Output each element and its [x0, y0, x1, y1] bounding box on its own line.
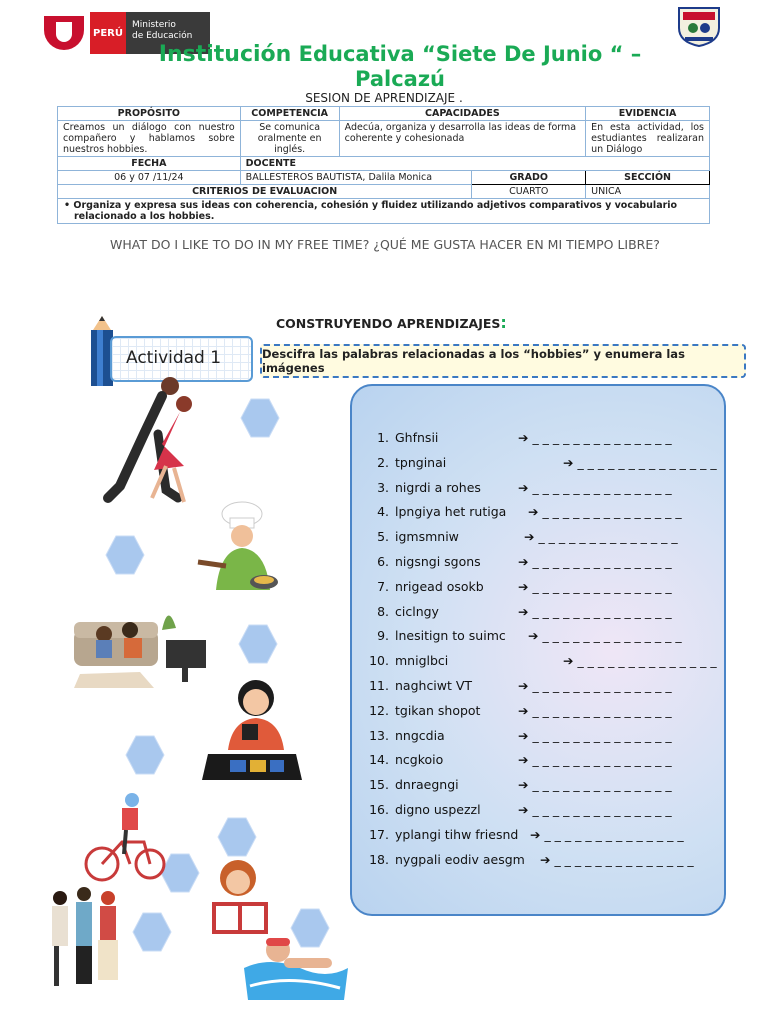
word-number: 7.: [377, 578, 389, 594]
word-item: [365, 504, 725, 519]
word-number: 4.: [377, 504, 389, 520]
header-docente: DOCENTE: [240, 157, 709, 171]
dancing-couple-icon: [100, 374, 204, 506]
word-number: 12.: [369, 702, 389, 718]
ministry-label: Ministerio de Educación: [126, 12, 210, 54]
word-number: 5.: [377, 529, 389, 545]
fecha-cell: 06 y 07 /11/24: [58, 171, 241, 185]
number-slot[interactable]: [124, 734, 166, 776]
header-grado: GRADO: [472, 171, 586, 185]
criterio-cell: • Organiza y expresa sus ideas con coherencia, cohesión y fluidez utilizando adjetivos comparativos y vocabulario relacionado a los hobbies.: [58, 199, 710, 224]
word-number: 6.: [377, 554, 389, 569]
school-title: Institución Educativa “Siete De Junio “ – Palcazú: [158, 42, 642, 91]
answer-blank[interactable]: ➔ _ _ _ _ _ _ _ _ _ _ _ _ _ _: [563, 454, 717, 470]
answer-blank[interactable]: ➔ _ _ _ _ _ _ _ _ _ _ _ _ _ _: [518, 603, 672, 619]
word-item: [365, 852, 725, 867]
coat-of-arms-icon: [38, 12, 90, 54]
answer-blank[interactable]: ➔ _ _ _ _ _ _ _ _ _ _ _ _ _ _: [518, 678, 672, 693]
word-number: 2.: [377, 454, 389, 470]
word-number: 9.: [377, 628, 389, 644]
doing-puzzles-icon: [200, 674, 304, 782]
swimming-icon: [240, 928, 350, 1002]
scrambled-word: Ghfnsii: [395, 430, 439, 445]
word-number: 11.: [369, 678, 389, 693]
word-number: 15.: [369, 777, 389, 793]
scrambled-word: naghciwt VT: [395, 678, 473, 693]
scrambled-word: ciclngy: [395, 603, 439, 619]
header-evidencia: EVIDENCIA: [586, 107, 710, 121]
number-slot[interactable]: [216, 816, 258, 858]
scrambled-word: nigsngi sgons: [395, 554, 481, 569]
header-criterios: CRITERIOS DE EVALUACION: [58, 185, 472, 199]
answer-blank[interactable]: ➔ _ _ _ _ _ _ _ _ _ _ _ _ _ _: [530, 826, 684, 842]
answer-blank[interactable]: ➔ _ _ _ _ _ _ _ _ _ _ _ _ _ _: [563, 653, 717, 669]
answer-blank[interactable]: ➔ _ _ _ _ _ _ _ _ _ _ _ _ _ _: [518, 479, 672, 495]
word-item: [365, 827, 725, 842]
word-item: [365, 703, 725, 718]
scrambled-word: tgikan shopot: [395, 702, 481, 718]
word-item: [365, 430, 725, 445]
answer-blank[interactable]: ➔ _ _ _ _ _ _ _ _ _ _ _ _ _ _: [528, 504, 682, 520]
proposito-cell: Creamos un diálogo con nuestro compañero y hablamos sobre nuestros hobbies.: [58, 121, 241, 157]
word-number: 17.: [369, 826, 389, 842]
answer-blank[interactable]: ➔ _ _ _ _ _ _ _ _ _ _ _ _ _ _: [524, 529, 678, 545]
number-slot[interactable]: [237, 623, 279, 665]
cooking-chef-icon: [186, 500, 284, 600]
answer-blank[interactable]: ➔ _ _ _ _ _ _ _ _ _ _ _ _ _ _: [518, 802, 672, 817]
scrambled-word: digno uspezzl: [395, 802, 481, 817]
answer-blank[interactable]: ➔ _ _ _ _ _ _ _ _ _ _ _ _ _ _: [518, 727, 672, 743]
header-proposito: PROPÓSITO: [58, 107, 241, 121]
word-item: [365, 802, 725, 817]
header-competencia: COMPETENCIA: [240, 107, 339, 121]
answer-blank[interactable]: ➔ _ _ _ _ _ _ _ _ _ _ _ _ _ _: [518, 430, 672, 445]
scrambled-word: dnraegngi: [395, 777, 459, 793]
capacidades-cell: Adecúa, organiza y desarrolla las ideas de forma coherente y cohesionada: [339, 121, 586, 157]
word-number: 16.: [369, 802, 389, 817]
answer-blank[interactable]: ➔ _ _ _ _ _ _ _ _ _ _ _ _ _ _: [518, 777, 672, 793]
word-number: 3.: [377, 479, 389, 495]
scrambled-word: tpnginai: [395, 454, 447, 470]
scrambled-word: nrigead osokb: [395, 578, 484, 594]
word-item: [365, 455, 725, 470]
header-fecha: FECHA: [58, 157, 241, 171]
meeting-friends-icon: [44, 882, 130, 992]
word-item: [365, 604, 725, 619]
word-number: 1.: [377, 430, 389, 445]
watching-tv-icon: [70, 600, 210, 690]
answer-blank[interactable]: ➔ _ _ _ _ _ _ _ _ _ _ _ _ _ _: [518, 554, 672, 569]
scrambled-word: lpngiya het rutiga: [395, 504, 507, 520]
word-item: [365, 728, 725, 743]
word-item: [365, 554, 725, 569]
answer-blank[interactable]: ➔ _ _ _ _ _ _ _ _ _ _ _ _ _ _: [540, 851, 694, 867]
scrambled-word: igmsmniw: [395, 529, 459, 545]
scrambled-word: nigrdi a rohes: [395, 479, 481, 495]
answer-blank[interactable]: ➔ _ _ _ _ _ _ _ _ _ _ _ _ _ _: [528, 628, 682, 644]
number-slot[interactable]: [239, 397, 281, 439]
scrambled-word: yplangi tihw friesnd: [395, 826, 519, 842]
activity-instruction: Descifra las palabras relacionadas a los “hobbies” y enumera las imágenes: [260, 344, 746, 378]
activity-label: Actividad 1: [126, 348, 222, 368]
competencia-cell: Se comunica oralmente en inglés.: [240, 121, 339, 157]
lesson-info-table: [57, 106, 710, 224]
number-slot[interactable]: [131, 911, 173, 953]
cycling-icon: [84, 790, 166, 884]
word-item: [365, 628, 725, 643]
word-number: 8.: [377, 603, 389, 619]
seccion-cell: UNICA: [586, 185, 710, 199]
word-item: [365, 777, 725, 792]
word-item: [365, 653, 725, 668]
word-item: [365, 579, 725, 594]
header-capacidades: CAPACIDADES: [339, 107, 586, 121]
scrambled-word: nngcdia: [395, 727, 445, 743]
evidencia-cell: En esta actividad, los estudiantes realizaran un Diálogo: [586, 121, 710, 157]
session-heading: SESION DE APRENDIZAJE .: [305, 91, 463, 105]
peru-label: PERÚ: [90, 12, 126, 54]
answer-blank[interactable]: ➔ _ _ _ _ _ _ _ _ _ _ _ _ _ _: [518, 578, 672, 594]
word-item: [365, 678, 725, 693]
docente-cell: BALLESTEROS BAUTISTA, Dalila Monica: [240, 171, 472, 185]
word-item: [365, 752, 725, 767]
header-seccion: SECCIÓN: [586, 171, 710, 185]
free-time-question: WHAT DO I LIKE TO DO IN MY FREE TIME? ¿QUÉ ME GUSTA HACER EN MI TIEMPO LIBRE?: [110, 237, 660, 252]
number-slot[interactable]: [104, 534, 146, 576]
answer-blank[interactable]: ➔ _ _ _ _ _ _ _ _ _ _ _ _ _ _: [518, 752, 672, 768]
section-heading: CONSTRUYENDO APRENDIZAJES:: [276, 313, 507, 332]
grado-cell: CUARTO: [472, 185, 586, 199]
answer-blank[interactable]: ➔ _ _ _ _ _ _ _ _ _ _ _ _ _ _: [518, 702, 672, 718]
scrambled-word: lnesitign to suimc: [395, 628, 506, 644]
scrambled-word: mniglbci: [395, 653, 449, 669]
word-item: [365, 480, 725, 495]
word-number: 14.: [369, 752, 389, 768]
scrambled-word: ncgkoio: [395, 752, 444, 768]
word-number: 10.: [369, 653, 389, 669]
scrambled-word: nygpali eodiv aesgm: [395, 851, 525, 867]
word-number: 13.: [369, 727, 389, 743]
word-number: 18.: [369, 851, 389, 867]
word-item: [365, 529, 725, 544]
